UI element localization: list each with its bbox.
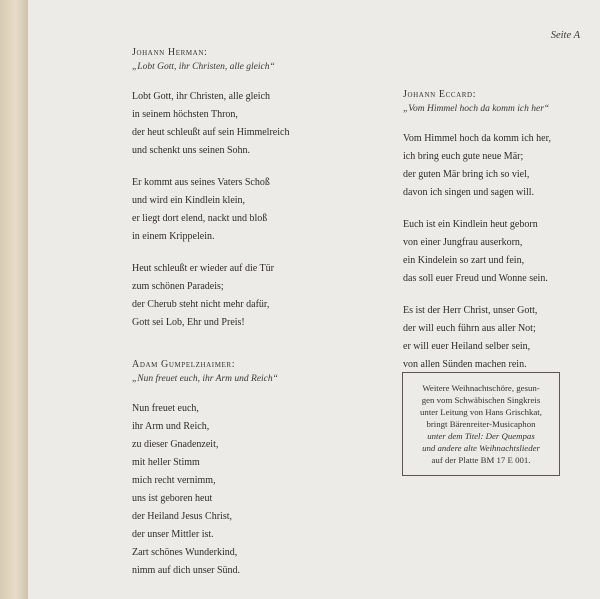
lyric-line: der Cherub steht nicht mehr dafür, xyxy=(132,299,270,310)
lyric-line: in einem Krippelein. xyxy=(132,231,215,242)
lyric-line: Zart schönes Wunderkind, xyxy=(132,547,238,558)
page-side-label: Seite A xyxy=(550,30,580,41)
recording-info-box xyxy=(402,372,560,476)
song-section-herman xyxy=(132,46,372,332)
left-column xyxy=(132,46,372,580)
lyric-line: Euch ist ein Kindlein heut geborn xyxy=(403,219,538,230)
lyric-line: zu dieser Gnadenzeit, xyxy=(132,439,219,450)
stanza xyxy=(132,400,372,580)
info-line: gen vom Schwäbischen Singkreis xyxy=(421,395,541,405)
lyric-line: der heut schleußt auf sein Himmelreich xyxy=(132,127,290,138)
stanza xyxy=(403,130,600,202)
lyric-line: davon ich singen und sagen will. xyxy=(403,187,535,198)
lyric-line: und schenkt uns seinen Sohn. xyxy=(132,145,251,156)
liner-notes-page xyxy=(28,0,600,599)
lyric-line: uns ist geboren heut xyxy=(132,493,213,504)
info-line: Weitere Weihnachtschöre, gesun- xyxy=(422,383,540,393)
lyric-line: er will euer Heiland selber sein, xyxy=(403,341,531,352)
lyric-line: zum schönen Paradeis; xyxy=(132,281,224,292)
right-column xyxy=(403,88,600,374)
composer-name: Johann Eccard: xyxy=(403,89,477,100)
info-line: bringt Bärenreiter-Musicaphon xyxy=(426,419,536,429)
stanza xyxy=(132,174,372,246)
song-title: „Nun freuet euch, ihr Arm und Reich“ xyxy=(132,374,278,384)
lyric-line: nimm auf dich unser Sünd. xyxy=(132,565,241,576)
composer-name: Johann Herman: xyxy=(132,47,208,58)
info-line: unter Leitung von Hans Grischkat, xyxy=(420,407,542,417)
lyric-line: das soll euer Freud und Wonne sein. xyxy=(403,273,548,284)
lyric-line: Gott sei Lob, Ehr und Preis! xyxy=(132,317,245,328)
lyric-line: der Heiland Jesus Christ, xyxy=(132,511,232,522)
stanza xyxy=(132,88,372,160)
stanza xyxy=(403,302,600,374)
lyric-line: Nun freuet euch, xyxy=(132,403,199,414)
lyric-line: Lobt Gott, ihr Christen, alle gleich xyxy=(132,91,271,102)
lyric-line: Er kommt aus seines Vaters Schoß xyxy=(132,177,270,188)
lyric-line: der unser Mittler ist. xyxy=(132,529,214,540)
lyric-line: und wird ein Kindlein klein, xyxy=(132,195,246,206)
info-line: auf der Platte BM 17 E 001. xyxy=(431,455,531,465)
lyric-line: ihr Arm und Reich, xyxy=(132,421,210,432)
lyric-line: mich recht vernimm, xyxy=(132,475,216,486)
lyric-line: der guten Mär bring ich so viel, xyxy=(403,169,530,180)
lyric-line: von einer Jungfrau auserkorn, xyxy=(403,237,523,248)
stanza xyxy=(132,260,372,332)
composer-name: Adam Gumpelzhaimer: xyxy=(132,359,236,370)
lyric-line: mit heller Stimm xyxy=(132,457,200,468)
lyric-line: ich bring euch gute neue Mär; xyxy=(403,151,524,162)
info-line: und andere alte Weihnachtslieder xyxy=(422,443,540,453)
lyric-line: Vom Himmel hoch da komm ich her, xyxy=(403,133,552,144)
info-line: unter dem Titel: Der Quempas xyxy=(427,431,535,441)
lyric-line: in seinem höchsten Thron, xyxy=(132,109,238,120)
lyric-line: Es ist der Herr Christ, unser Gott, xyxy=(403,305,538,316)
lyric-line: der will euch führn aus aller Not; xyxy=(403,323,536,334)
lyric-line: ein Kindelein so zart und fein, xyxy=(403,255,525,266)
record-sleeve-binding xyxy=(0,0,29,599)
song-section-gumpelzhaimer xyxy=(132,358,372,580)
lyric-line: er liegt dort elend, nackt und bloß xyxy=(132,213,268,224)
song-title: „Vom Himmel hoch da komm ich her“ xyxy=(403,104,550,114)
stanza xyxy=(403,216,600,288)
lyric-line: Heut schleußt er wieder auf die Tür xyxy=(132,263,274,274)
song-title: „Lobt Gott, ihr Christen, alle gleich“ xyxy=(132,62,275,72)
lyric-line: von allen Sünden machen rein. xyxy=(403,359,527,370)
